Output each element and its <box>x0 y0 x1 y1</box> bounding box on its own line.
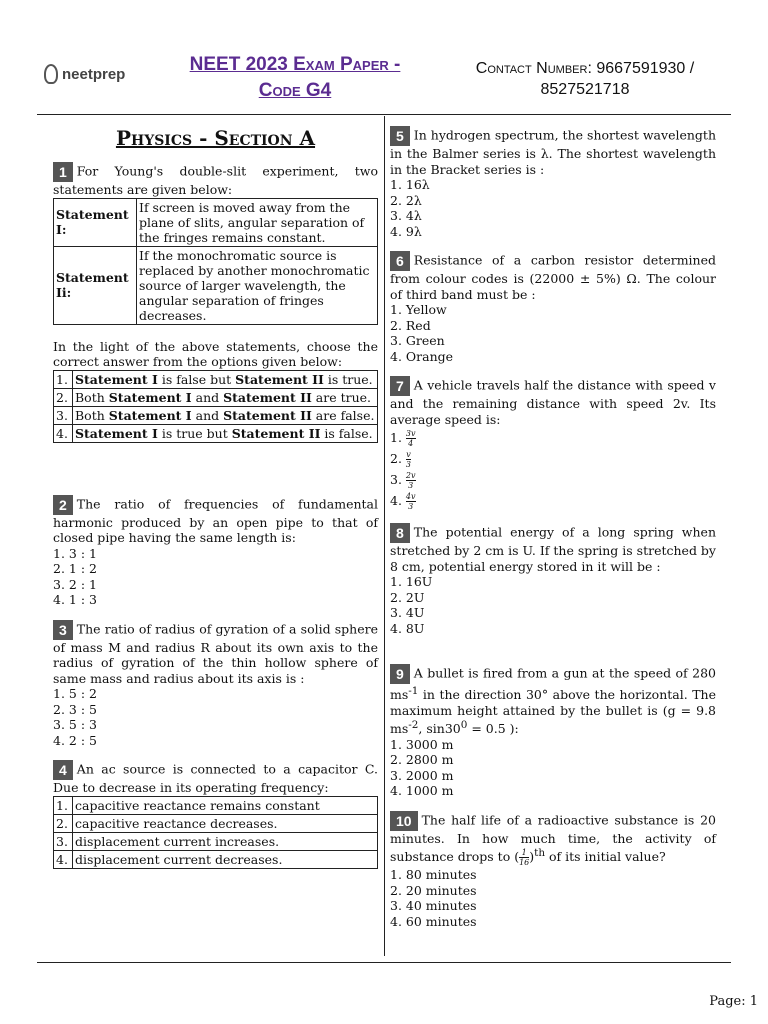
fraction <box>406 450 411 469</box>
options-list <box>390 177 716 239</box>
option[interactable]: 2. 1 : 2 <box>53 561 97 576</box>
question-number: 3 <box>53 620 73 640</box>
option-bold: Statement II <box>235 371 324 387</box>
question-text: = 0.5 ): <box>467 721 519 737</box>
question-text: A bullet is fired from a gun at the speed of 280 ms <box>390 665 716 703</box>
option-text: Both <box>75 389 109 405</box>
option[interactable]: 2. 3 : 5 <box>53 701 97 717</box>
question-number: 8 <box>390 523 410 543</box>
option-number: 4. <box>390 493 402 508</box>
fraction <box>519 848 529 867</box>
question-6 <box>390 251 716 364</box>
option[interactable]: 1. 3 : 1 <box>53 545 97 561</box>
superscript: -2 <box>408 719 419 732</box>
question-7 <box>390 376 716 511</box>
option-text: Both <box>75 407 109 423</box>
question-text: , sin30 <box>418 721 461 737</box>
statement-text: If screen is moved away from the plane of slits, angular separation of the fringes remains constant. <box>137 198 378 246</box>
option[interactable]: 4. 60 minutes <box>390 913 477 929</box>
fraction-numerator: 4v <box>405 492 416 501</box>
header-divider <box>37 114 731 115</box>
option-row[interactable] <box>54 424 378 442</box>
option-bold: Statement I <box>108 407 192 423</box>
statement-text: If the monochromatic source is replaced by another monochromatic source of larger wavelength, the angular separation of fringes decreases. <box>137 246 378 324</box>
option-number: 1. <box>390 430 402 445</box>
option-text: is true. <box>323 371 373 387</box>
options-list <box>53 686 378 748</box>
contact-sep: : <box>587 60 597 77</box>
question-number: 5 <box>390 126 410 146</box>
option-number: 3. <box>390 472 402 487</box>
question-5 <box>390 126 716 239</box>
question-9 <box>390 664 716 799</box>
question-8 <box>390 523 716 636</box>
option-bold: Statement I <box>75 371 158 387</box>
option[interactable]: 3. Green <box>390 333 445 348</box>
question-number: 1 <box>53 162 73 182</box>
option-text: capacitive reactance remains constant <box>73 796 378 814</box>
table-row <box>54 198 378 246</box>
option[interactable]: 4. Orange <box>390 348 454 364</box>
option[interactable]: 2. 2800 m <box>390 752 454 768</box>
option-text: is false. <box>320 425 373 441</box>
option-number: 1. <box>54 370 73 388</box>
statement-label: Statement I: <box>54 198 137 246</box>
question-1 <box>53 162 378 443</box>
option-row[interactable] <box>54 814 378 832</box>
left-column <box>53 126 378 869</box>
option-text: capacitive reactance decreases. <box>73 814 378 832</box>
fraction-denominator: 4 <box>408 439 414 448</box>
option[interactable]: 4. 8U <box>390 620 425 636</box>
fraction-numerator: 2v <box>405 471 416 480</box>
option[interactable]: 1. Yellow <box>390 302 447 317</box>
option-text: is true but <box>157 425 232 441</box>
fraction-numerator: v <box>406 450 411 459</box>
option[interactable] <box>390 448 716 469</box>
options-list <box>390 737 716 799</box>
neetprep-logo <box>44 64 125 84</box>
statements-table <box>53 198 378 325</box>
question-text: The half life of a radioactive substance is 20 minutes. In how much time, the activity of substance drops to ( <box>390 812 716 865</box>
option-text: displacement current increases. <box>73 832 378 850</box>
option[interactable]: 2. 2U <box>390 589 425 605</box>
options-list <box>53 546 378 608</box>
option[interactable]: 1. 3000 m <box>390 736 454 752</box>
option-row[interactable] <box>54 796 378 814</box>
option-number: 3. <box>54 832 73 850</box>
section-title: Physics - Section A <box>115 126 316 150</box>
option[interactable] <box>390 490 716 511</box>
options-table <box>53 370 378 443</box>
option[interactable]: 4. 1000 m <box>390 783 454 799</box>
fraction-denominator: 3 <box>408 481 414 490</box>
options-list <box>390 574 716 636</box>
option[interactable]: 1. 5 : 2 <box>53 686 97 701</box>
footer-divider <box>37 962 731 963</box>
superscript: 0 <box>460 719 468 732</box>
option[interactable] <box>390 469 716 490</box>
contact-info <box>450 58 720 100</box>
option-row[interactable] <box>54 850 378 868</box>
option-bold: Statement II <box>231 425 321 441</box>
question-number: 7 <box>390 376 410 396</box>
option[interactable]: 3. 2000 m <box>390 767 454 783</box>
question-text: In hydrogen spectrum, the shortest wavelength in the Balmer series is λ. The shortest wavelength in the Bracket series is : <box>390 127 716 177</box>
option-number: 4. <box>54 850 73 868</box>
question-text: Resistance of a carbon resistor determined from colour codes is (22000 ± 5%) Ω. The colour of third band must be : <box>390 252 716 302</box>
title-line-2: Code G4 <box>258 80 332 101</box>
question-text: The ratio of radius of gyration of a solid sphere of mass M and radius R about its own axis to the radius of gyration of the thin hollow sphere of same mass and radius about its axis is : <box>53 621 378 686</box>
question-text: The ratio of frequencies of fundamental harmonic produced by an open pipe to that of closed pipe having the same length is: <box>53 496 378 545</box>
option-number: 2. <box>54 814 73 832</box>
question-text: The potential energy of a long spring when stretched by 2 cm is U. If the spring is stretched by 8 cm, potential energy stored in it will be : <box>390 524 716 574</box>
question-number: 6 <box>390 251 410 271</box>
options-table <box>53 796 378 869</box>
logo-mark-icon <box>44 64 58 84</box>
option[interactable]: 3. 2 : 1 <box>53 576 97 592</box>
option[interactable]: 4. 9λ <box>390 223 422 239</box>
fraction-denominator: 3 <box>408 502 414 511</box>
superscript: -1 <box>408 685 419 697</box>
page-number: Page: 1 <box>709 994 758 1009</box>
question-10 <box>390 811 716 930</box>
option-number: 2. <box>54 388 73 406</box>
statement-label: Statement Ii: <box>54 246 137 324</box>
option-bold: Statement II <box>223 407 312 423</box>
option-row[interactable] <box>54 388 378 406</box>
fraction <box>406 492 416 511</box>
option[interactable]: 3. 4U <box>390 605 425 620</box>
options-list <box>390 427 716 511</box>
option[interactable]: 1. 16U <box>390 574 433 589</box>
contact-label: Contact Number <box>475 60 588 77</box>
question-number: 10 <box>390 811 418 831</box>
option[interactable]: 4. 1 : 3 <box>53 592 97 607</box>
option-text: are true. <box>311 389 372 405</box>
options-list <box>390 302 716 364</box>
fraction-numerator: 1 <box>519 848 529 858</box>
logo-text: neetprep <box>62 65 126 83</box>
question-text: For Young's double-slit experiment, two statements are given below: <box>53 163 378 197</box>
question-number: 9 <box>390 664 410 684</box>
question-prompt: In the light of the above statements, choose the correct answer from the options given below: <box>53 338 378 369</box>
option-text: and <box>191 407 224 423</box>
superscript: th <box>534 847 546 860</box>
question-number: 4 <box>53 760 73 780</box>
question-text: ) <box>529 849 535 865</box>
option-bold: Statement I <box>108 389 192 405</box>
option-number: 3. <box>54 406 73 424</box>
title-line-1: NEET 2023 Exam Paper - <box>189 54 401 75</box>
contact-number-1: 9667591930 / <box>596 60 695 77</box>
option-number: 1. <box>54 796 73 814</box>
fraction <box>406 471 416 490</box>
option-row[interactable] <box>54 406 378 424</box>
option-bold: Statement I <box>75 425 158 441</box>
option-bold: Statement II <box>223 389 312 405</box>
option[interactable]: 2. 2λ <box>390 192 422 208</box>
option[interactable]: 1. 80 minutes <box>390 867 477 883</box>
fraction-numerator: 3v <box>405 429 416 438</box>
question-text: A vehicle travels half the distance with speed v and the remaining distance with speed 2v. Its average speed is: <box>390 377 716 427</box>
question-text: of its initial value? <box>545 849 666 865</box>
page-title <box>150 52 440 104</box>
option[interactable]: 3. 4λ <box>390 208 422 223</box>
option[interactable]: 2. 20 minutes <box>390 882 477 898</box>
option[interactable]: 4. 2 : 5 <box>53 732 97 748</box>
option[interactable]: 1. 16λ <box>390 177 430 192</box>
option-text: displacement current decreases. <box>73 850 378 868</box>
fraction-denominator: 16 <box>519 858 530 868</box>
question-4 <box>53 760 378 869</box>
option-text: and <box>191 389 224 405</box>
option-row[interactable] <box>54 832 378 850</box>
question-number: 2 <box>53 495 73 515</box>
contact-number-2: 8527521718 <box>540 81 630 98</box>
question-3 <box>53 620 378 749</box>
question-text: An ac source is connected to a capacitor C. Due to decrease in its operating frequency: <box>53 761 378 795</box>
option-number: 2. <box>390 451 402 466</box>
option[interactable] <box>390 427 716 448</box>
options-list <box>390 867 716 929</box>
option-number: 4. <box>54 424 73 442</box>
question-text: in the direction 30° above the horizontal. The maximum height attained by the bullet is (g = 9.8 ms <box>390 687 716 737</box>
option-text: are false. <box>311 407 375 423</box>
option-text: is false but <box>157 371 236 387</box>
option[interactable]: 3. 5 : 3 <box>53 717 97 732</box>
question-2 <box>53 495 378 608</box>
fraction <box>406 429 416 448</box>
fraction-denominator: 3 <box>405 460 412 469</box>
table-row <box>54 246 378 324</box>
option[interactable]: 3. 40 minutes <box>390 898 477 914</box>
option[interactable]: 2. Red <box>390 317 431 333</box>
right-column <box>390 126 716 929</box>
column-divider <box>384 116 385 956</box>
option-row[interactable] <box>54 370 378 388</box>
